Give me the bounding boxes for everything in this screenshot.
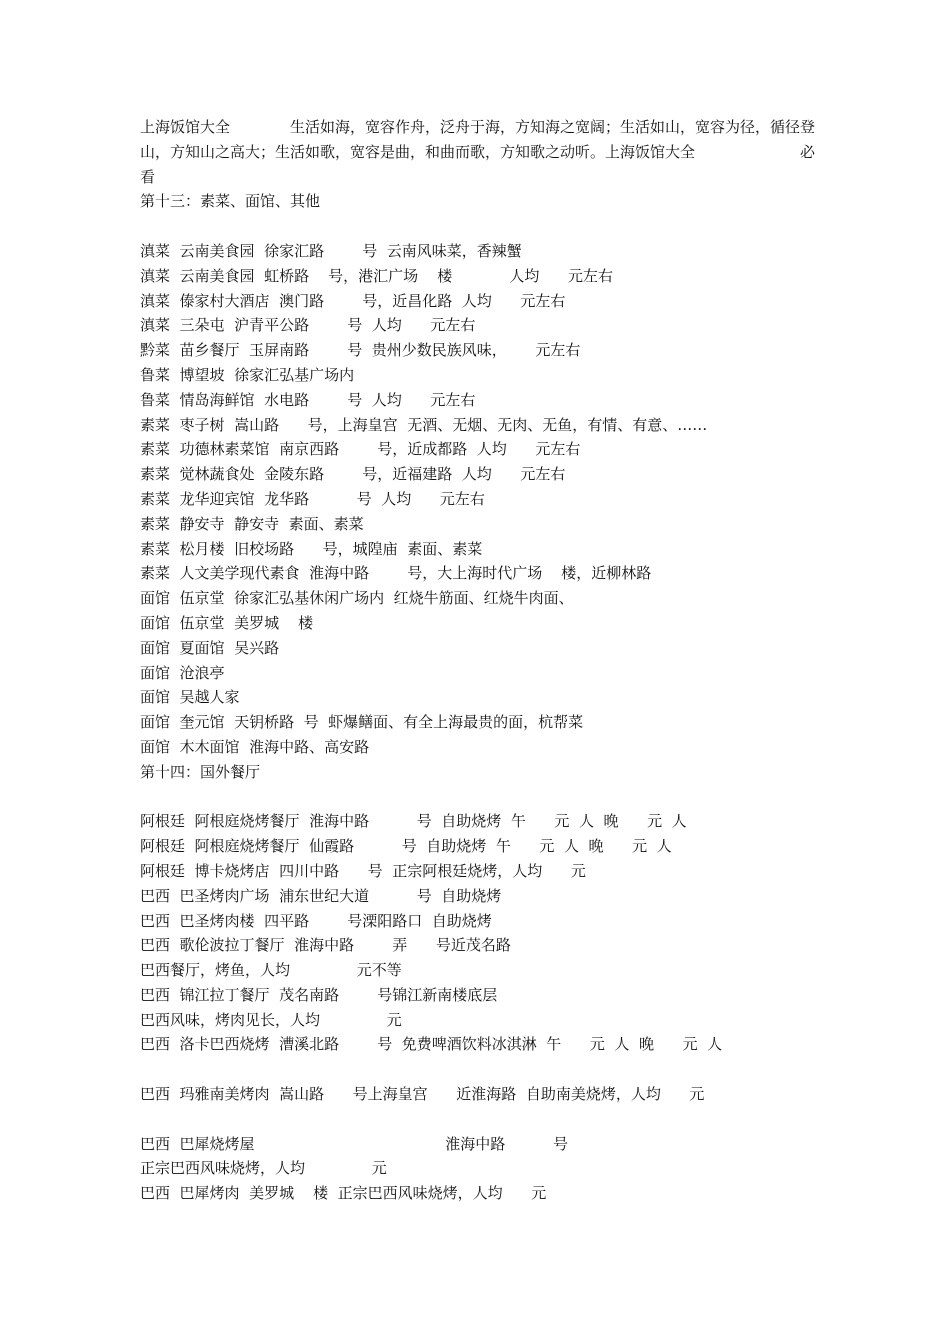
document-body — [140, 115, 820, 1206]
list-item: 巴西餐厅，烤鱼，人均 元不等 — [140, 961, 402, 980]
list-item: 素菜 松月楼 旧校场路 号，城隍庙 素面、素菜 — [140, 539, 483, 558]
list-item: 鲁菜 情岛海鲜馆 水电路 号 人均 元左右 — [140, 390, 476, 409]
list-item: 滇菜 三朵屯 沪青平公路 号 人均 元左右 — [140, 316, 476, 335]
list-item: 巴西 歌伦波拉丁餐厅 淮海中路 弄 号近茂名路 — [140, 936, 511, 955]
list-item: 阿根廷 阿根庭烧烤餐厅 淮海中路 号 自助烧烤 午 元 人 晚 元 人 — [140, 812, 687, 831]
blank-line — [140, 785, 820, 810]
list-item: 滇菜 云南美食园 虹桥路 号，港汇广场 楼 人均 元左右 — [140, 266, 614, 285]
list-item: 滇菜 傣家村大酒店 澳门路 号，近昌化路 人均 元左右 — [140, 291, 566, 310]
list-item: 素菜 静安寺 静安寺 素面、素菜 — [140, 514, 364, 533]
list-item: 巴西 巴犀烧烤屋 淮海中路 号 — [140, 1134, 568, 1153]
list-item: 巴西 巴圣烤肉广场 浦东世纪大道 号 自助烧烤 — [140, 886, 502, 905]
list-item: 面馆 沧浪亭 — [140, 663, 225, 682]
section-14-list — [140, 809, 820, 1057]
section-14-list-3 — [140, 1132, 820, 1206]
list-item: 巴西风味，烤肉见长，人均 元 — [140, 1010, 402, 1029]
blank-line — [140, 1107, 820, 1132]
blank-line — [140, 214, 820, 239]
list-item: 阿根廷 阿根庭烧烤餐厅 仙霞路 号 自助烧烤 午 元 人 晚 元 人 — [140, 837, 672, 856]
list-item: 巴西 巴犀烤肉 美罗城 楼 正宗巴西风味烧烤，人均 元 — [140, 1184, 547, 1203]
list-item: 素菜 功德林素菜馆 南京西路 号，近成都路 人均 元左右 — [140, 440, 581, 459]
list-item: 面馆 夏面馆 吴兴路 — [140, 638, 280, 657]
list-item: 素菜 枣子树 嵩山路 号，上海皇宫 无酒、无烟、无肉、无鱼，有情、有意、…… — [140, 415, 708, 434]
list-item: 巴西 玛雅南美烤肉 嵩山路 号上海皇宫 近淮海路 自助南美烧烤，人均 元 — [140, 1085, 705, 1104]
list-item: 素菜 龙华迎宾馆 龙华路 号 人均 元左右 — [140, 489, 485, 508]
intro-paragraph: 上海饭馆大全 生活如海，宽容作舟，泛舟于海，方知海之宽阔；生活如山，宽容为径，循径登山，方知山之高大；生活如歌，宽容是曲，和曲而歌，方知歌之动听。上海饭馆大全 必看 — [140, 118, 816, 186]
section-13-list — [140, 239, 820, 760]
list-item: 巴西 洛卡巴西烧烤 漕溪北路 号 免费啤酒饮料冰淇淋 午 元 人 晚 元 人 — [140, 1035, 723, 1054]
section-13-heading: 第十三：素菜、面馆、其他 — [140, 192, 321, 211]
list-item: 面馆 伍京堂 徐家汇弘基休闲广场内 红烧牛筋面、红烧牛肉面、 — [140, 589, 574, 608]
list-item: 面馆 木木面馆 淮海中路、高安路 — [140, 737, 370, 756]
list-item: 巴西 锦江拉丁餐厅 茂名南路 号锦江新南楼底层 — [140, 985, 498, 1004]
list-item: 素菜 觉林蔬食处 金陵东路 号，近福建路 人均 元左右 — [140, 465, 566, 484]
list-item: 面馆 奎元馆 天钥桥路 号 虾爆鳝面、有全上海最贵的面，杭帮菜 — [140, 713, 584, 732]
list-item: 素菜 人文美学现代素食 淮海中路 号，大上海时代广场 楼，近柳林路 — [140, 564, 652, 583]
list-item: 鲁菜 博望坡 徐家汇弘基广场内 — [140, 365, 355, 384]
list-item: 面馆 伍京堂 美罗城 楼 — [140, 613, 314, 632]
blank-line — [140, 1057, 820, 1082]
list-item: 滇菜 云南美食园 徐家汇路 号 云南风味菜，香辣蟹 — [140, 241, 522, 260]
section-14-heading: 第十四：国外餐厅 — [140, 762, 261, 781]
section-14-list-2 — [140, 1082, 820, 1107]
list-item: 正宗巴西风味烧烤，人均 元 — [140, 1159, 387, 1178]
list-item: 巴西 巴圣烤肉楼 四平路 号溧阳路口 自助烧烤 — [140, 911, 492, 930]
list-item: 黔菜 苗乡餐厅 玉屏南路 号 贵州少数民族风味， 元左右 — [140, 341, 581, 360]
list-item: 阿根廷 博卡烧烤店 四川中路 号 正宗阿根廷烧烤，人均 元 — [140, 861, 586, 880]
list-item: 面馆 吴越人家 — [140, 688, 240, 707]
